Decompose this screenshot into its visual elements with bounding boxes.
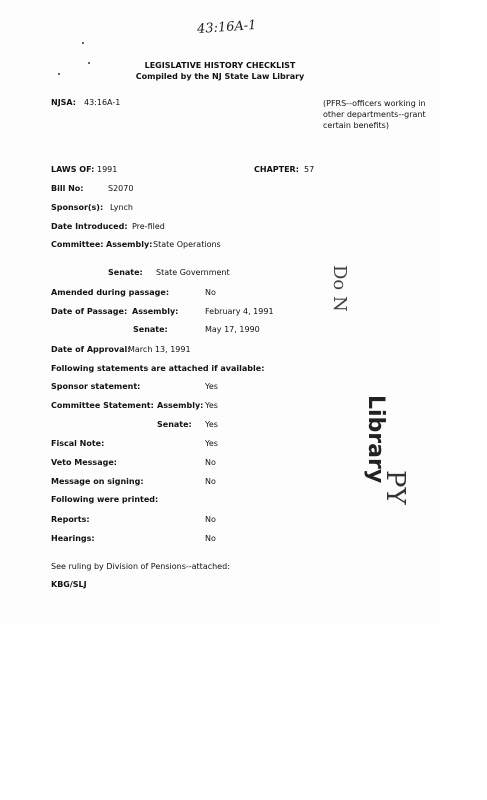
statement-assembly-value: Yes — [205, 401, 218, 410]
veto-message-value: No — [205, 458, 216, 467]
ruling-note: See ruling by Division of Pensions--attached: — [51, 562, 230, 571]
amended-label: Amended during passage: — [51, 288, 170, 297]
statute-note: (PFRS--officers working in other departments--grant certain benefits) — [323, 99, 426, 130]
sponsors-value: Lynch — [110, 203, 133, 212]
amended-value: No — [205, 288, 216, 297]
sponsors-label: Sponsor(s): — [51, 203, 104, 212]
chapter-value: 57 — [304, 165, 315, 174]
sponsor-statement-label: Sponsor statement: — [51, 382, 141, 391]
committee-assembly-label: Assembly: — [106, 240, 153, 249]
statement-senate-value: Yes — [205, 420, 218, 429]
message-on-signing-value: No — [205, 477, 216, 486]
committee-assembly-value: State Operations — [153, 240, 221, 249]
date-of-passage-label: Date of Passage: — [51, 307, 128, 316]
statement-senate-label: Senate: — [157, 420, 192, 429]
chapter-label: CHAPTER: — [254, 165, 299, 174]
veto-message-label: Veto Message: — [51, 458, 117, 467]
following-printed-heading: Following were printed: — [51, 495, 159, 504]
date-of-approval-value: March 13, 1991 — [128, 345, 191, 354]
date-introduced-label: Date Introduced: — [51, 222, 128, 231]
passage-senate-label: Senate: — [133, 325, 168, 334]
handwritten-reference: 43:16A-1 — [196, 17, 257, 38]
committee-senate-value: State Government — [156, 268, 230, 277]
passage-assembly-value: February 4, 1991 — [205, 307, 274, 316]
passage-senate-value: May 17, 1990 — [205, 325, 260, 334]
bill-no-value: S2070 — [108, 184, 134, 193]
initials: KBG/SLJ — [51, 580, 87, 589]
fiscal-note-value: Yes — [205, 439, 218, 448]
reports-label: Reports: — [51, 515, 90, 524]
stamp-library: Library — [363, 395, 388, 484]
stamp-do-not: Do N — [329, 265, 350, 312]
scan-speck — [82, 42, 84, 44]
njsa-label: NJSA: — [51, 98, 76, 107]
laws-of-label: LAWS OF: — [51, 165, 95, 174]
bill-no-label: Bill No: — [51, 184, 84, 193]
passage-assembly-label: Assembly: — [132, 307, 179, 316]
laws-of-value: 1991 — [97, 165, 118, 174]
date-introduced-value: Pre-filed — [132, 222, 165, 231]
hearings-label: Hearings: — [51, 534, 95, 543]
stamp-copy: PY — [380, 470, 410, 505]
document-subtitle: Compiled by the NJ State Law Library — [135, 72, 305, 81]
document-title: LEGISLATIVE HISTORY CHECKLIST — [144, 61, 296, 70]
sponsor-statement-value: Yes — [205, 382, 218, 391]
reports-value: No — [205, 515, 216, 524]
message-on-signing-label: Message on signing: — [51, 477, 144, 486]
committee-label: Committee: — [51, 240, 104, 249]
fiscal-note-label: Fiscal Note: — [51, 439, 105, 448]
committee-statement-label: Committee Statement: — [51, 401, 154, 410]
njsa-value: 43:16A-1 — [84, 98, 121, 107]
committee-senate-label: Senate: — [108, 268, 143, 277]
following-attached-heading: Following statements are attached if available: — [51, 364, 265, 373]
hearings-value: No — [205, 534, 216, 543]
statement-assembly-label: Assembly: — [157, 401, 204, 410]
date-of-approval-label: Date of Approval: — [51, 345, 131, 354]
